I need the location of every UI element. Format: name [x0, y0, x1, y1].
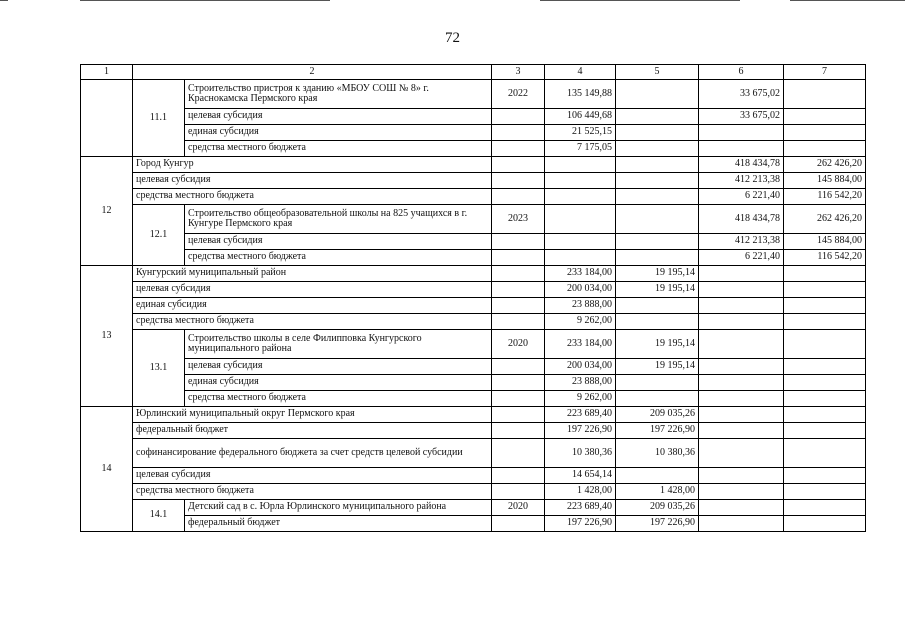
year-cell: 2020	[492, 500, 545, 516]
amount-cell	[616, 109, 699, 125]
table-row	[81, 484, 866, 500]
funding-label-cell: единая субсидия	[133, 298, 492, 314]
amount-cell	[784, 141, 866, 157]
project-name-cell: Строительство пристроя к зданию «МБОУ СОШ № 8» г. Краснокамска Пермского края	[185, 80, 492, 109]
amount-cell	[784, 80, 866, 109]
year-cell: 2023	[492, 205, 545, 234]
funding-label-cell: целевая субсидия	[133, 282, 492, 298]
funding-label-cell: средства местного бюджета	[185, 391, 492, 407]
amount-cell	[784, 330, 866, 359]
funding-label-cell: средства местного бюджета	[133, 484, 492, 500]
funding-label-cell: единая субсидия	[185, 375, 492, 391]
amount-cell: 412 213,38	[699, 173, 784, 189]
year-cell	[492, 407, 545, 423]
table-row	[81, 516, 866, 532]
header-cell: 6	[699, 65, 784, 80]
amount-cell	[699, 141, 784, 157]
amount-cell	[699, 439, 784, 468]
amount-cell	[616, 157, 699, 173]
amount-cell: 14 654,14	[545, 468, 616, 484]
amount-cell: 23 888,00	[545, 375, 616, 391]
amount-cell	[784, 282, 866, 298]
year-cell	[492, 516, 545, 532]
funding-label-cell: единая субсидия	[185, 125, 492, 141]
amount-cell: 262 426,20	[784, 157, 866, 173]
amount-cell: 145 884,00	[784, 173, 866, 189]
amount-cell: 7 175,05	[545, 141, 616, 157]
amount-cell: 106 449,68	[545, 109, 616, 125]
table-row	[81, 500, 866, 516]
amount-cell	[616, 298, 699, 314]
amount-cell: 145 884,00	[784, 234, 866, 250]
year-cell	[492, 141, 545, 157]
table-header-row	[81, 65, 866, 80]
table-row	[81, 359, 866, 375]
amount-cell	[616, 173, 699, 189]
amount-cell	[699, 125, 784, 141]
amount-cell	[784, 439, 866, 468]
amount-cell	[784, 298, 866, 314]
amount-cell: 9 262,00	[545, 314, 616, 330]
row-number-cell: 14	[81, 407, 133, 532]
row-number-cell: 13	[81, 266, 133, 407]
amount-cell: 23 888,00	[545, 298, 616, 314]
header-cell: 7	[784, 65, 866, 80]
table-row	[81, 314, 866, 330]
amount-cell: 33 675,02	[699, 80, 784, 109]
amount-cell	[699, 391, 784, 407]
amount-cell	[699, 500, 784, 516]
amount-cell: 418 434,78	[699, 157, 784, 173]
amount-cell: 418 434,78	[699, 205, 784, 234]
amount-cell: 10 380,36	[616, 439, 699, 468]
sub-number-cell: 13.1	[133, 330, 185, 407]
amount-cell: 19 195,14	[616, 282, 699, 298]
table-row	[81, 468, 866, 484]
amount-cell	[699, 375, 784, 391]
year-cell	[492, 173, 545, 189]
amount-cell: 223 689,40	[545, 500, 616, 516]
table-row	[81, 375, 866, 391]
amount-cell	[545, 189, 616, 205]
amount-cell	[784, 314, 866, 330]
amount-cell: 6 221,40	[699, 250, 784, 266]
amount-cell	[784, 266, 866, 282]
amount-cell: 116 542,20	[784, 189, 866, 205]
amount-cell	[784, 484, 866, 500]
amount-cell	[699, 468, 784, 484]
amount-cell: 197 226,90	[616, 423, 699, 439]
header-cell: 2	[133, 65, 492, 80]
year-cell	[492, 266, 545, 282]
table-row	[81, 141, 866, 157]
amount-cell	[699, 314, 784, 330]
page-number: 72	[445, 30, 460, 46]
year-cell	[492, 250, 545, 266]
amount-cell	[616, 189, 699, 205]
amount-cell	[784, 125, 866, 141]
top-edge-rule	[80, 0, 330, 1]
funding-label-cell: целевая субсидия	[133, 173, 492, 189]
amount-cell	[616, 125, 699, 141]
year-cell	[492, 359, 545, 375]
funding-label-cell: средства местного бюджета	[185, 250, 492, 266]
year-cell	[492, 109, 545, 125]
top-edge-rule	[540, 0, 740, 1]
year-cell	[492, 314, 545, 330]
year-cell	[492, 439, 545, 468]
amount-cell	[616, 375, 699, 391]
project-name-cell: Детский сад в с. Юрла Юрлинского муниципального района	[185, 500, 492, 516]
funding-label-cell: федеральный бюджет	[185, 516, 492, 532]
amount-cell	[616, 205, 699, 234]
year-cell	[492, 484, 545, 500]
header-cell: 4	[545, 65, 616, 80]
top-edge-rule	[790, 0, 905, 1]
amount-cell: 233 184,00	[545, 330, 616, 359]
sub-number-cell: 11.1	[133, 80, 185, 157]
year-cell	[492, 125, 545, 141]
amount-cell	[616, 468, 699, 484]
amount-cell: 197 226,90	[545, 423, 616, 439]
amount-cell	[699, 423, 784, 439]
amount-cell	[616, 391, 699, 407]
header-cell: 5	[616, 65, 699, 80]
amount-cell	[699, 516, 784, 532]
table-row	[81, 80, 866, 109]
table-row	[81, 157, 866, 173]
header-cell: 3	[492, 65, 545, 80]
amount-cell	[616, 80, 699, 109]
table-row	[81, 407, 866, 423]
municipality-name-cell: Город Кунгур	[133, 157, 492, 173]
amount-cell	[784, 109, 866, 125]
year-cell	[492, 282, 545, 298]
sub-number-cell: 12.1	[133, 205, 185, 266]
amount-cell: 9 262,00	[545, 391, 616, 407]
table-row	[81, 250, 866, 266]
amount-cell: 209 035,26	[616, 407, 699, 423]
table-row	[81, 125, 866, 141]
amount-cell	[545, 205, 616, 234]
amount-cell	[616, 234, 699, 250]
funding-label-cell: целевая субсидия	[185, 234, 492, 250]
project-name-cell: Строительство общеобразовательной школы на 825 учащихся в г. Кунгуре Пермского края	[185, 205, 492, 234]
table-row	[81, 266, 866, 282]
table-row	[81, 173, 866, 189]
municipality-name-cell: Кунгурский муниципальный район	[133, 266, 492, 282]
amount-cell: 21 525,15	[545, 125, 616, 141]
amount-cell: 116 542,20	[784, 250, 866, 266]
year-cell	[492, 298, 545, 314]
amount-cell: 197 226,90	[545, 516, 616, 532]
amount-cell	[545, 173, 616, 189]
table-row	[81, 423, 866, 439]
amount-cell: 223 689,40	[545, 407, 616, 423]
amount-cell	[784, 407, 866, 423]
amount-cell	[699, 359, 784, 375]
funding-label-cell: софинансирование федерального бюджета за счет средств целевой субсидии	[133, 439, 492, 468]
amount-cell	[784, 423, 866, 439]
subsidy-table	[80, 64, 866, 532]
row-number-cell: 12	[81, 157, 133, 266]
funding-label-cell: целевая субсидия	[133, 468, 492, 484]
header-cell: 1	[81, 65, 133, 80]
amount-cell	[545, 250, 616, 266]
amount-cell	[616, 141, 699, 157]
year-cell	[492, 375, 545, 391]
table-row	[81, 298, 866, 314]
year-cell	[492, 391, 545, 407]
amount-cell	[616, 314, 699, 330]
amount-cell: 262 426,20	[784, 205, 866, 234]
amount-cell	[784, 359, 866, 375]
funding-label-cell: целевая субсидия	[185, 359, 492, 375]
top-edge-rule	[0, 0, 8, 1]
amount-cell	[616, 250, 699, 266]
amount-cell	[784, 468, 866, 484]
amount-cell	[545, 157, 616, 173]
amount-cell	[784, 516, 866, 532]
funding-label-cell: средства местного бюджета	[133, 314, 492, 330]
amount-cell	[545, 234, 616, 250]
amount-cell	[784, 375, 866, 391]
amount-cell	[784, 391, 866, 407]
amount-cell	[699, 298, 784, 314]
amount-cell: 200 034,00	[545, 359, 616, 375]
amount-cell	[699, 266, 784, 282]
municipality-name-cell: Юрлинский муниципальный округ Пермского края	[133, 407, 492, 423]
funding-label-cell: средства местного бюджета	[185, 141, 492, 157]
amount-cell: 19 195,14	[616, 330, 699, 359]
funding-label-cell: целевая субсидия	[185, 109, 492, 125]
table-row	[81, 205, 866, 234]
amount-cell: 412 213,38	[699, 234, 784, 250]
amount-cell: 233 184,00	[545, 266, 616, 282]
amount-cell	[699, 484, 784, 500]
row-number-cell	[81, 80, 133, 157]
year-cell	[492, 189, 545, 205]
amount-cell: 19 195,14	[616, 266, 699, 282]
funding-label-cell: федеральный бюджет	[133, 423, 492, 439]
amount-cell: 200 034,00	[545, 282, 616, 298]
amount-cell: 135 149,88	[545, 80, 616, 109]
amount-cell	[699, 330, 784, 359]
table-row	[81, 439, 866, 468]
table-row	[81, 109, 866, 125]
amount-cell	[784, 500, 866, 516]
amount-cell: 10 380,36	[545, 439, 616, 468]
amount-cell: 19 195,14	[616, 359, 699, 375]
table-row	[81, 189, 866, 205]
table-row	[81, 330, 866, 359]
amount-cell: 209 035,26	[616, 500, 699, 516]
sub-number-cell: 14.1	[133, 500, 185, 532]
amount-cell	[699, 407, 784, 423]
amount-cell: 33 675,02	[699, 109, 784, 125]
table-row	[81, 282, 866, 298]
amount-cell: 1 428,00	[545, 484, 616, 500]
amount-cell	[699, 282, 784, 298]
year-cell: 2022	[492, 80, 545, 109]
table-row	[81, 391, 866, 407]
project-name-cell: Строительство школы в селе Филипповка Кунгурского муниципального района	[185, 330, 492, 359]
table-row	[81, 234, 866, 250]
year-cell	[492, 157, 545, 173]
year-cell	[492, 234, 545, 250]
year-cell	[492, 423, 545, 439]
funding-label-cell: средства местного бюджета	[133, 189, 492, 205]
amount-cell: 197 226,90	[616, 516, 699, 532]
amount-cell: 1 428,00	[616, 484, 699, 500]
year-cell	[492, 468, 545, 484]
year-cell: 2020	[492, 330, 545, 359]
amount-cell: 6 221,40	[699, 189, 784, 205]
